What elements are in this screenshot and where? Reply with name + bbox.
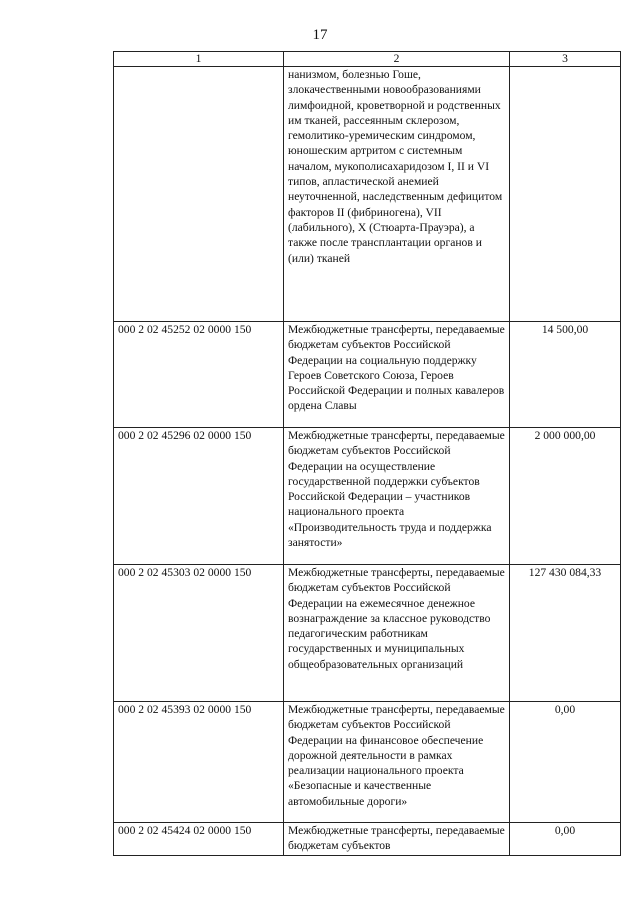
description-cell: Межбюджетные трансферты, передаваемые бюджетам субъектов Российской Федерации на осуществление государственной поддержки субъектов Российской Федерации – участников национального проекта «Производительность труда и поддержка занятости»	[284, 428, 510, 565]
description-cell: нанизмом, болезнью Гоше, злокачественными новообразованиями лимфоидной, кроветворной и родственных им тканей, рассеянным склерозом, гемолитико-уремическим синдромом, юношеским артритом с системным началом, мукополисахаридозом I, II и VI типов, апластической анемией неуточненной, наследственным дефицитом факторов II (фибриногена), VII (лабильного), X (Стюарта-Прауэра), а также после трансплантации органов и (или) тканей	[284, 67, 510, 322]
table-row	[114, 702, 621, 823]
kbk-code-cell: 000 2 02 45424 02 0000 150	[114, 823, 284, 856]
column-header: 1	[114, 52, 284, 67]
page-number: 17	[312, 27, 328, 43]
kbk-code-cell: 000 2 02 45252 02 0000 150	[114, 322, 284, 428]
kbk-code-cell	[114, 67, 284, 322]
column-header: 3	[510, 52, 621, 67]
description-cell: Межбюджетные трансферты, передаваемые бюджетам субъектов Российской Федерации на ежемесячное денежное вознаграждение за классное руководство педагогическим работникам государственных и муниципальных общеобразовательных организаций	[284, 565, 510, 702]
table-row	[114, 428, 621, 565]
amount-cell: 0,00	[510, 823, 621, 856]
table-header-row	[114, 52, 621, 67]
budget-table	[113, 51, 621, 856]
amount-cell: 0,00	[510, 702, 621, 823]
table-row	[114, 67, 621, 322]
amount-cell	[510, 67, 621, 322]
table-row	[114, 322, 621, 428]
amount-cell: 127 430 084,33	[510, 565, 621, 702]
description-cell: Межбюджетные трансферты, передаваемые бюджетам субъектов Российской Федерации на финансовое обеспечение дорожной деятельности в рамках реализации национального проекта «Безопасные и качественные автомобильные дороги»	[284, 702, 510, 823]
kbk-code-cell: 000 2 02 45296 02 0000 150	[114, 428, 284, 565]
kbk-code-cell: 000 2 02 45303 02 0000 150	[114, 565, 284, 702]
kbk-code-cell: 000 2 02 45393 02 0000 150	[114, 702, 284, 823]
amount-cell: 14 500,00	[510, 322, 621, 428]
column-header: 2	[284, 52, 510, 67]
amount-cell: 2 000 000,00	[510, 428, 621, 565]
table-row	[114, 823, 621, 856]
description-cell: Межбюджетные трансферты, передаваемые бюджетам субъектов	[284, 823, 510, 856]
description-cell: Межбюджетные трансферты, передаваемые бюджетам субъектов Российской Федерации на социальную поддержку Героев Советского Союза, Героев Российской Федерации и полных кавалеров ордена Славы	[284, 322, 510, 428]
table-row	[114, 565, 621, 702]
